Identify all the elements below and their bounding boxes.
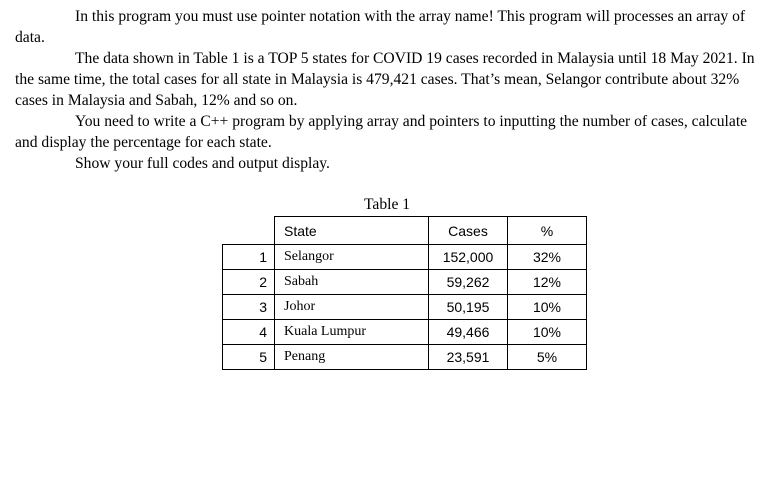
row-percent: 10% bbox=[508, 295, 587, 320]
row-cases: 152,000 bbox=[429, 245, 508, 270]
row-cases: 49,466 bbox=[429, 320, 508, 345]
covid-cases-table bbox=[222, 216, 587, 370]
row-percent: 5% bbox=[508, 345, 587, 370]
row-state: Sabah bbox=[275, 270, 429, 295]
header-cases: Cases bbox=[429, 217, 508, 245]
instruction-paragraph-1: In this program you must use pointer notation with the array name! This program will processes an array of data. bbox=[15, 8, 746, 46]
row-state: Selangor bbox=[275, 245, 429, 270]
row-cases: 59,262 bbox=[429, 270, 508, 295]
row-cases: 23,591 bbox=[429, 345, 508, 370]
row-percent: 12% bbox=[508, 270, 587, 295]
table-row bbox=[223, 270, 587, 295]
row-state: Johor bbox=[275, 295, 429, 320]
header-state: State bbox=[275, 217, 429, 245]
row-number: 5 bbox=[223, 345, 275, 370]
row-percent: 32% bbox=[508, 245, 587, 270]
header-percent: % bbox=[508, 217, 587, 245]
row-number: 3 bbox=[223, 295, 275, 320]
instruction-paragraph-3: You need to write a C++ program by applying array and pointers to inputting the number of cases, calculate and display the percentage for each state. bbox=[15, 113, 748, 151]
row-number: 2 bbox=[223, 270, 275, 295]
table-row bbox=[223, 295, 587, 320]
row-cases: 50,195 bbox=[429, 295, 508, 320]
instruction-paragraph-4: Show your full codes and output display. bbox=[75, 155, 330, 172]
table-row bbox=[223, 320, 587, 345]
table-caption: Table 1 bbox=[364, 196, 411, 213]
row-state: Penang bbox=[275, 345, 429, 370]
instruction-paragraph-2: The data shown in Table 1 is a TOP 5 states for COVID 19 cases recorded in Malaysia until 18 May 2021. In the same time, the total cases for all state in Malaysia is 479,421 cases. That’s mean, Selangor contribute about 32% cases in Malaysia and Sabah, 12% and so on. bbox=[15, 50, 755, 109]
row-state: Kuala Lumpur bbox=[275, 320, 429, 345]
row-number: 4 bbox=[223, 320, 275, 345]
header-number-cell bbox=[223, 217, 275, 245]
table-row bbox=[223, 345, 587, 370]
row-number: 1 bbox=[223, 245, 275, 270]
row-percent: 10% bbox=[508, 320, 587, 345]
table-header-row bbox=[223, 217, 587, 245]
table-row bbox=[223, 245, 587, 270]
